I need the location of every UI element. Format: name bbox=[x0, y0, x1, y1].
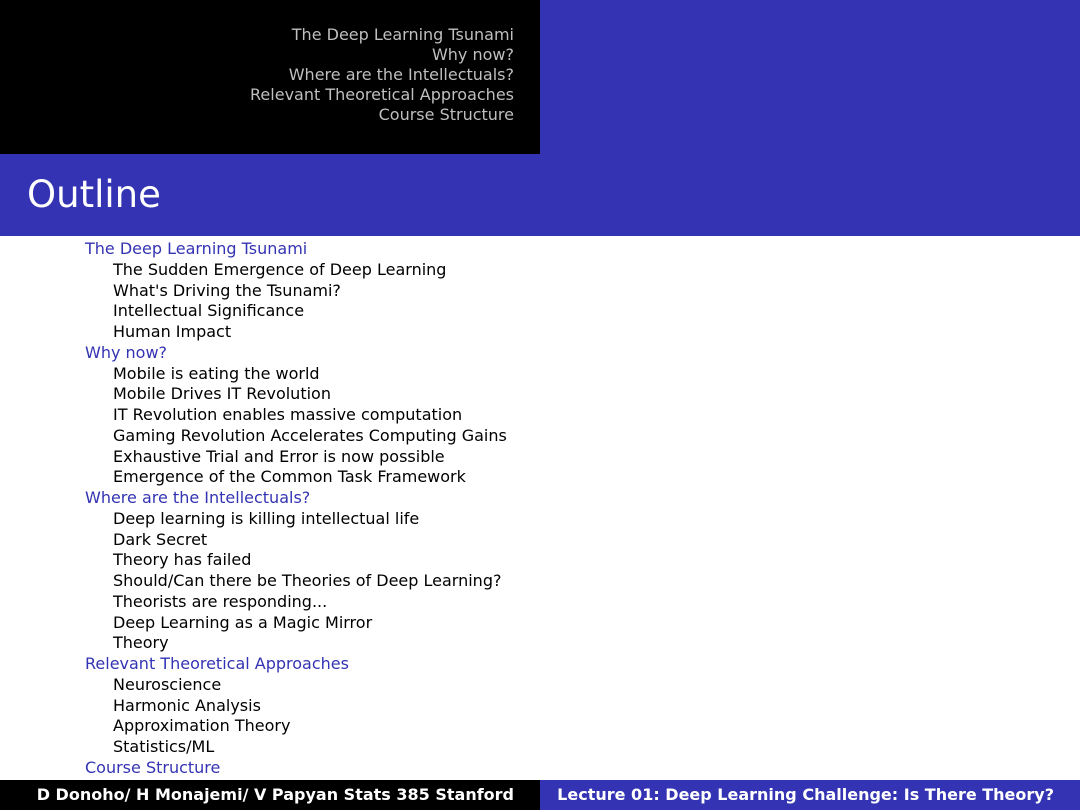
outline-section-link[interactable]: Where are the Intellectuals? bbox=[85, 488, 311, 507]
footer-right-panel bbox=[540, 780, 1080, 810]
outline-section-link[interactable]: The Deep Learning Tsunami bbox=[85, 239, 308, 258]
outline-subsection-list bbox=[85, 260, 507, 343]
outline-section-link[interactable]: Course Structure bbox=[85, 757, 221, 777]
outline-subsection-link[interactable]: Gaming Revolution Accelerates Computing Gains bbox=[113, 425, 507, 445]
nav-link-deep-learning-tsunami[interactable]: The Deep Learning Tsunami bbox=[291, 25, 514, 44]
footer-lecture-title: Lecture 01: Deep Learning Challenge: Is There Theory? bbox=[557, 785, 1054, 804]
header-right-panel bbox=[540, 0, 1080, 154]
outline-section bbox=[85, 239, 507, 343]
outline-subsection-list bbox=[85, 364, 507, 489]
outline-section bbox=[85, 758, 507, 779]
outline-subsection-link[interactable]: Should/Can there be Theories of Deep Learning? bbox=[113, 571, 502, 590]
outline-subsection-link[interactable]: Human Impact bbox=[113, 322, 232, 341]
section-navigation bbox=[250, 25, 514, 125]
nav-link-course-structure[interactable]: Course Structure bbox=[378, 105, 514, 124]
outline-subsection-link[interactable]: Intellectual Significance bbox=[113, 301, 305, 321]
outline-subsection-link[interactable]: Exhaustive Trial and Error is now possible bbox=[113, 446, 445, 466]
outline-subsection-link[interactable]: Mobile Drives IT Revolution bbox=[113, 384, 331, 404]
outline-section-link[interactable]: Relevant Theoretical Approaches bbox=[85, 654, 349, 673]
outline-subsection-link[interactable]: Neuroscience bbox=[113, 674, 222, 694]
nav-link-intellectuals[interactable]: Where are the Intellectuals? bbox=[288, 65, 514, 84]
outline-list bbox=[85, 239, 507, 779]
outline-subsection-link[interactable]: Theorists are responding... bbox=[113, 591, 328, 611]
header-left-panel bbox=[0, 0, 540, 154]
outline-subsection-link[interactable]: What's Driving the Tsunami? bbox=[113, 280, 341, 300]
outline-subsection-list bbox=[85, 675, 507, 758]
outline-section bbox=[85, 488, 507, 654]
outline-subsection-link[interactable]: Deep learning is killing intellectual life bbox=[113, 508, 420, 528]
outline-subsection-link[interactable]: Emergence of the Common Task Framework bbox=[113, 467, 466, 487]
outline-subsection-list bbox=[85, 509, 507, 654]
outline-subsection-link[interactable]: Deep Learning as a Magic Mirror bbox=[113, 612, 373, 632]
nav-link-why-now[interactable]: Why now? bbox=[431, 45, 514, 64]
header-bar bbox=[0, 0, 1080, 154]
outline-section-link[interactable]: Why now? bbox=[85, 342, 168, 362]
nav-link-theoretical-approaches[interactable]: Relevant Theoretical Approaches bbox=[250, 85, 514, 104]
outline-subsection-link[interactable]: Mobile is eating the world bbox=[113, 363, 320, 383]
footer-bar bbox=[0, 780, 1080, 810]
frame-title: Outline bbox=[27, 173, 161, 216]
outline-subsection-link[interactable]: Theory bbox=[113, 633, 169, 653]
outline-subsection-link[interactable]: IT Revolution enables massive computation bbox=[113, 405, 463, 424]
outline-subsection-link[interactable]: Harmonic Analysis bbox=[113, 695, 261, 715]
outline-subsection-link[interactable]: The Sudden Emergence of Deep Learning bbox=[113, 259, 447, 279]
footer-left-panel bbox=[0, 780, 540, 810]
outline-section bbox=[85, 654, 507, 758]
footer-authors: D Donoho/ H Monajemi/ V Papyan Stats 385 Stanford bbox=[36, 785, 514, 804]
outline-subsection-link[interactable]: Statistics/ML bbox=[113, 737, 215, 756]
outline-subsection-link[interactable]: Theory has failed bbox=[113, 550, 252, 570]
outline-subsection-link[interactable]: Dark Secret bbox=[113, 529, 208, 549]
outline-section bbox=[85, 343, 507, 488]
outline-subsection-link[interactable]: Approximation Theory bbox=[113, 716, 291, 736]
frame-title-bar bbox=[0, 154, 1080, 236]
